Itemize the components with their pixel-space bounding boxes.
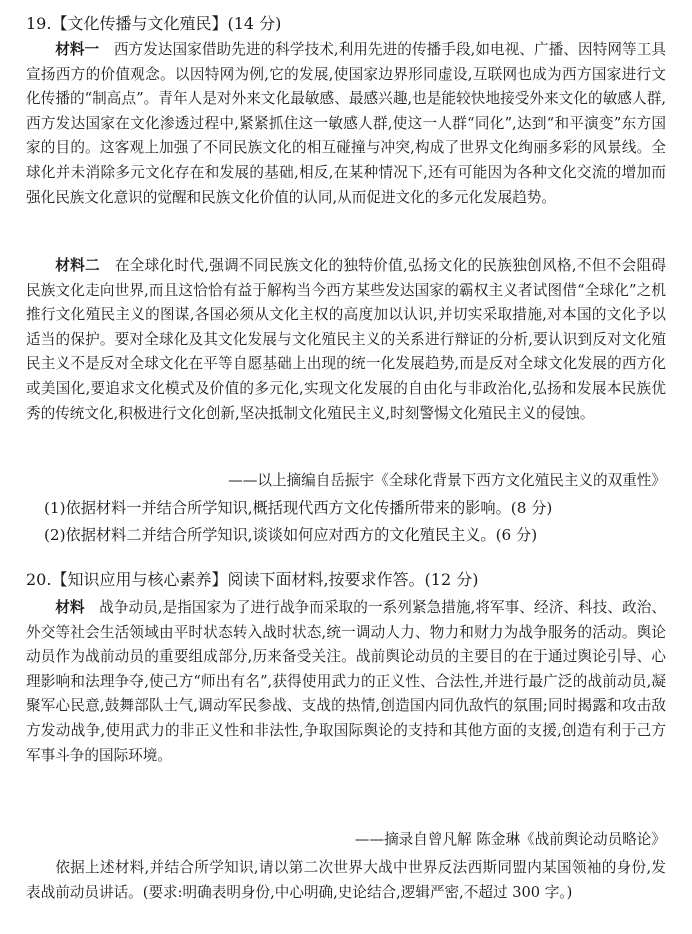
material-2-text: 在全球化时代,强调不同民族文化的独特价值,弘扬文化的民族独创风格,不但不会阻碍民族文化走向世界,而且这恰恰有益于解构当今西方某些发达国家的霸权主义者试图借“全球化”之机推行文化殖民主义的图谋,各国必须从文化主权的高度加以认识,并切实采取措施,对本国的文化予以适当的保护。要对全球化及其文化发展与文化殖民主义的关系进行辩证的分析,要认识到反对文化殖民主义不是反对全球文化在平等自愿基础上出现的统一化发展趋势,而是反对全球文化发展的西方化或美国化,要追求文化模式及价值的多元化,实现文化发展的自由化与非政治化,弘扬和发展本民族优秀的传统文化,积极进行文化创新,坚决抵制文化殖民主义,时刻警惕文化殖民主义的侵蚀。	[26, 257, 666, 422]
material-label: 材料	[55, 599, 85, 616]
q20-task: 依据上述材料,并结合所学知识,请以第二次世界大战中世界反法西斯同盟内某国领袖的身份,发表战前动员讲话。(要求:明确表明身份,中心明确,史论结合,逻辑严密,不超过 300 字。)	[26, 859, 666, 901]
material-1-text: 西方发达国家借助先进的科学技术,利用先进的传播手段,如电视、广播、因特网等工具宣扬西方的价值观念。以因特网为例,它的发展,使国家边界形同虚设,互联网也成为西方国家进行文化传播的“制高点”。青年人是对外来文化最敏感、最感兴趣,也是能较快地接受外来文化的敏感人群,西方发达国家在文化渗透过程中,紧紧抓住这一敏感人群,使这一人群“同化”,达到“和平演变”东方国家的目的。这客观上加强了不同民族文化的相互碰撞与冲突,构成了世界文化绚丽多彩的风景线。全球化并未消除多元文化存在和发展的基础,相反,在某种情况下,还有可能因为各种文化交流的增加而强化民族文化意识的觉醒和民族文化价值的认同,从而促进文化的多元化发展趋势。	[26, 41, 666, 206]
question-19-header: 19.【文化传播与文化殖民】(14 分)	[26, 14, 282, 33]
material-1-label: 材料一	[55, 41, 100, 58]
material-text: 战争动员,是指国家为了进行战争而采取的一系列紧急措施,将军事、经济、科技、政治、外交等社会生活领域由平时状态转入战时状态,统一调动人力、物力和财力为战争服务的活动。舆论动员作为战前动员的重要组成部分,历来备受关注。战前舆论动员的主要目的在于通过舆论引导、心理影响和法理争夺,使己方“师出有名”,获得使用武力的正义性、合法性,并进行最广泛的战前动员,凝聚军心民意,鼓舞部队士气,调动军民参战、支战的热情,创造国内同仇敌忾的氛围;同时揭露和攻击敌方发动战争,使用武力的非正义性和非法性,争取国际舆论的支持和其他方面的支援,创造有利于己方军事斗争的国际环境。	[26, 599, 666, 764]
q19-material-2	[26, 254, 666, 426]
material-2-label: 材料二	[55, 257, 100, 274]
question-20-header: 20.【知识应用与核心素养】阅读下面材料,按要求作答。(12 分)	[26, 570, 479, 589]
q20-source-citation: ——摘录自曾凡解 陈金琳《战前舆论动员略论》	[354, 831, 666, 848]
q19-subquestion-2: (2)依据材料二并结合所学知识,谈谈如何应对西方的文化殖民主义。(6 分)	[44, 526, 538, 544]
q20-material	[26, 596, 666, 768]
q19-source-citation: ——以上摘编自岳振宇《全球化背景下西方文化殖民主义的双重性》	[228, 472, 666, 489]
q19-material-1	[26, 38, 666, 210]
q19-subquestion-1: (1)依据材料一并结合所学知识,概括现代西方文化传播所带来的影响。(8 分)	[44, 499, 553, 517]
